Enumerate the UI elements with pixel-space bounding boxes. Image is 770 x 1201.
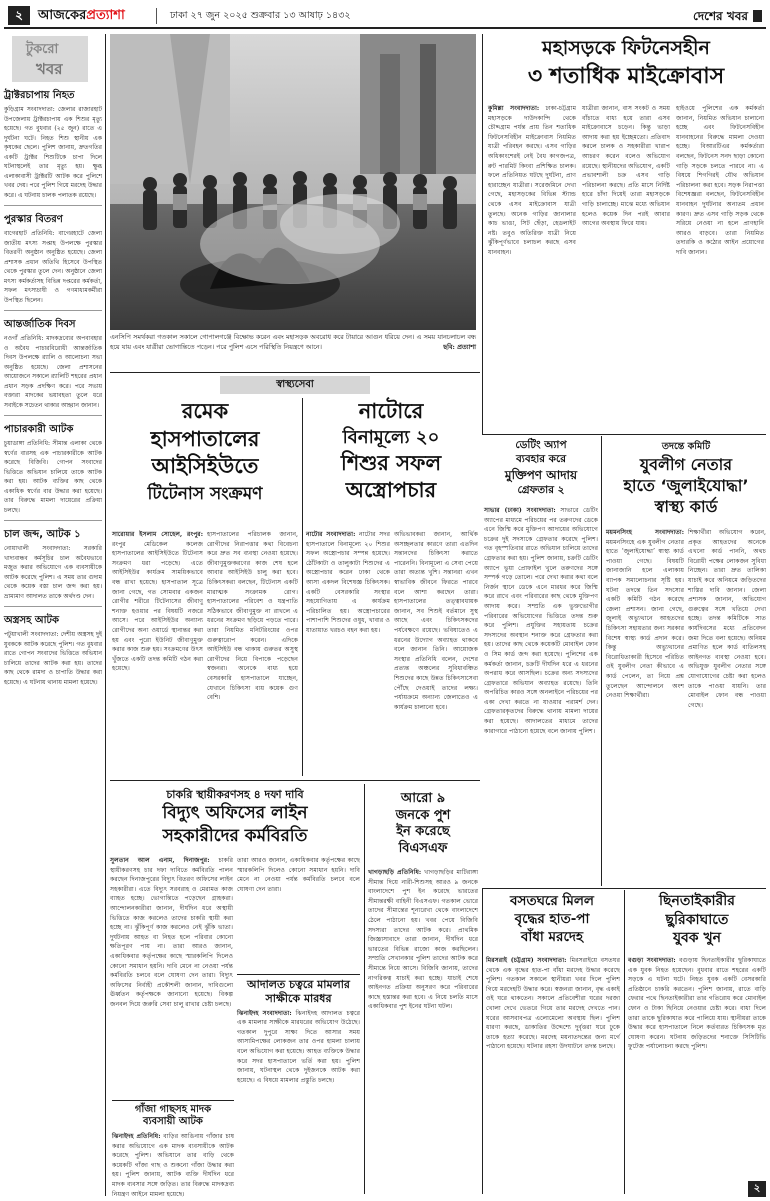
lead-col-1 <box>488 104 576 422</box>
sidebar-item-head: ট্রাক্টরচাপায় নিহত <box>4 90 75 101</box>
sidebar-item-head: অস্ত্রসহ আটক <box>4 615 59 626</box>
dating-line-2: ব্যবহার করে <box>515 452 567 465</box>
health-right-line-2: বিনামূল্যে ২০ <box>342 426 440 448</box>
sidebar-item-body: নোয়াখালী সংবাদদাতা: সরকারি খাদ্যবান্ধব কর্মসূচির চাল অবৈধভাবে মজুত করার অভিযোগে এক ব্যবসায়ীকে আটক করেছে পুলিশ। এ সময় তার গুদাম থেকে কয়েক বস্তা চাল জব্দ করা হয়। ভ্রাম্যমাণ আদালত তাকে অর্থদণ্ড দেন। <box>4 545 102 600</box>
lead-headline <box>488 38 764 90</box>
power-kicker: চাকরি স্থায়ীকরণসহ ৪ দফা দাবি <box>166 788 304 801</box>
bottom-right-rule <box>482 888 766 889</box>
health-right-line-3: শিশুর সফল <box>340 450 442 475</box>
elderly-body <box>486 956 620 1194</box>
pushed-para-0: খাগড়াছড়ির মাটিরাঙ্গা সীমান্ত দিয়ে নারী-শিশুসহ আরও ৯ জনকে বাংলাদেশে পুশ ইন করেছে ভারতের সীমান্তরক্ষী বাহিনী বিএসএফ। গতকাল ভোরে তাদের সীমান্তের শূন্যরেখা থেকে বাংলাদেশে ঠেলে পাঠানো হয়। <box>368 869 479 924</box>
elderly-line-3: বাঁধা মরদেহ <box>520 929 584 946</box>
power-para-0: চাকরি স্থায়ীকরণসহ চার দফা দাবিতে কর্মবিরতি পালন করছেন দিনাজপুরের বিদ্যুৎ বিতরণ অফিসের লাইন সহকারীরা। এতে বিদ্যুৎ সরবরাহ ও মেরামত কাজ ব্যাহত হচ্ছে। ভোগান্তিতে পড়েছেন গ্রাহকরা। <box>110 857 233 903</box>
sidebar-badge <box>12 36 88 82</box>
sidebar-item <box>4 422 102 521</box>
page-number-box <box>8 6 30 25</box>
dating-byline: সাভার (ঢাকা) সংবাদদাতা: <box>484 507 556 514</box>
youth-line-2: হাতে ‘জুলাইযোদ্ধা’ <box>623 475 749 495</box>
protest-photo-image <box>110 34 476 330</box>
sidebar-item <box>4 317 102 416</box>
ganja-line-1: গাঁজা গাছসহ মাদক <box>134 1104 212 1115</box>
health-right-line-4: অস্ত্রোপচার <box>345 478 437 503</box>
sidebar-item <box>4 212 102 311</box>
dating-para-1: পুলিশ জানায়, চক্রটি ডেটিং অ্যাপে ভুয়া প্রোফাইল খুলে তরুণদের সঙ্গে সম্পর্ক গড়ে তোলে। পরে দেখা করার কথা বলে নির্জন স্থানে ডেকে এনে মারধর করে জিম্মি করে রাখে এবং পরিবারের কাছ থেকে মুক্তিপণ আদায় করে। <box>484 554 598 610</box>
health-right-para-0: নাটোর সদর হাসপাতালে বিনামূল্যে ২০ শিশুর সফল অস্ত্রোপচার সম্পন্ন হয়েছে। ঠোঁটকাটা ও তালুকাটা শিশুদের এ অস্ত্রোপচার করেন ঢাকা থেকে আসা একদল বিশেষজ্ঞ চিকিৎসক। <box>306 531 390 586</box>
sidebar-list <box>4 88 102 692</box>
snatcher-body <box>628 956 766 1194</box>
sidebar-item-body: পটুয়াখালী সংবাদদাতা: দেশীয় অস্ত্রসহ দুই যুবককে আটক করেছে পুলিশ। গত বুধবার রাতে গোপন সংবাদের ভিত্তিতে অভিযান চালিয়ে তাদের আটক করা হয়। তাদের কাছ থেকে রামদা ও চাপাতি উদ্ধার করা হয়েছে। এ ঘটনায় থানায় মামলা হয়েছে। <box>4 631 102 686</box>
lead-para-4: হাইওয়ে পুলিশের এক কর্মকর্তা জানান, নিয়মিত অভিযান চালানো হচ্ছে এবং ফিটনেসবিহীন যানবাহনের বিরুদ্ধে মামলা দেওয়া হচ্ছে। বিআরটিএর কর্মকর্তারা বলছেন, ফিটনেস সনদ ছাড়া কোনো গাড়ি সড়কে চলতে পারবে না। এ বিষয়ে শিগগিরই যৌথ অভিযান পরিচালনা করা হবে। <box>676 105 764 189</box>
health-right-para-2: অভিভাবকরা জানান, আর্থিক অসচ্ছলতার কারণে তারা এতদিন সন্তানদের চিকিৎসা করাতে পারেননি। বিনামূল্যে এ সেবা পেয়ে তারা অত্যন্ত খুশি। সন্তানরা এখন স্বাভাবিক জীবনে ফিরতে পারবে বলে আশা করছেন তারা। <box>394 531 478 596</box>
snatcher-para-2: স্থানীয়রা তাকে উদ্ধার করে হাসপাতালে নিলে কর্তব্যরত চিকিৎসক মৃত ঘোষণা করেন। ঘটনায় জড়িতদের শনাক্তে সিসিটিভি ফুটেজ পর্যালোচনা করছে পুলিশ। <box>628 1014 767 1051</box>
snatcher-line-1: ছিনতাইকারীর <box>659 893 735 909</box>
elderly-headline <box>486 894 618 945</box>
section-title-text: দেশের খবর <box>692 9 748 23</box>
youth-para-4: অভিযুক্ত যুবলীগ নেতার সঙ্গে যোগাযোগের চেষ্টা করা হলেও তাকে পাওয়া যায়নি। তার মোবাইল ফোন বন্ধ পাওয়া গেছে। <box>688 663 766 709</box>
youth-body <box>606 528 766 884</box>
health-right-byline: নাটোর সংবাদদাতা: <box>306 531 356 538</box>
pushed-para-1: খবর পেয়ে বিজিবি সদস্যরা তাদের আটক করে। প্রাথমিক জিজ্ঞাসাবাদে তারা জানান, দীর্ঘদিন ধরে ভারতের বিভিন্ন রাজ্যে কাজ করছিলেন। সম্প্রতি সেখানকার পুলিশ তাদের আটক করে সীমান্তে নিয়ে আসে। <box>368 916 478 972</box>
sidebar-item-body: বাগেরহাট প্রতিনিধি: বাগেরহাটে জেলা জাতীয় মৎস্য সপ্তাহ উপলক্ষে পুরস্কার বিতরণী অনুষ্ঠান অনুষ্ঠিত হয়েছে। জেলা প্রশাসক প্রধান অতিথি হিসেবে উপস্থিত থেকে পুরস্কার তুলে দেন। অনুষ্ঠানে জেলা মৎস্য কর্মকর্তাসহ বিভিন্ন দপ্তরের কর্মকর্তা, সফল মৎস্যচাষী ও গণমাধ্যমকর্মীরা উপস্থিত ছিলেন। <box>4 230 102 304</box>
sidebar-item-head: চাল জব্দ, আটক ১ <box>4 529 81 540</box>
elderly-line-2: বৃদ্ধের হাত-পা <box>514 911 590 928</box>
youth-col-1 <box>606 528 684 884</box>
lead-para-5: সড়ক নিরাপত্তা বিশেষজ্ঞরা বলছেন, ফিটনেসবিহীন যানবাহন দুর্ঘটনার অন্যতম প্রধান কারণ। দ্রুত এসব গাড়ি সড়ক থেকে সরিয়ে নেওয়া না হলে প্রাণহানি আরও বাড়বে। তারা নিয়মিত তদারকি ও কঠোর আইন প্রয়োগের দাবি জানান। <box>676 181 764 256</box>
pushed-divider <box>364 784 365 1194</box>
ganja-byline: ঝিনাইদহ প্রতিনিধি: <box>112 1133 161 1140</box>
health-left-line-4: টিটেনাস সংক্রমণ <box>147 483 263 504</box>
masthead-logo <box>38 5 125 27</box>
health-right-para-3: হাসপাতালের তত্ত্বাবধায়ক জানান, সব শিশুই বর্তমানে সুস্থ আছে এবং চিকিৎসকদের পর্যবেক্ষণে রয়েছে। ভবিষ্যতেও এ ধরনের উদ্যোগ অব্যাহত থাকবে বলে জানান তিনি। <box>394 598 478 654</box>
health-left-line-3: আইসিইউতে <box>151 454 259 479</box>
power-para-2: তারা আরও জানান, একাধিকবার কর্তৃপক্ষের কাছে স্মারকলিপি দিলেও কোনো সমাধান হয়নি। দাবি মেনে না নেওয়া পর্যন্ত কর্মবিরতি চলবে বলে ঘোষণা দেন তারা। <box>110 943 234 980</box>
pushed-line-1: আরো ৯ <box>400 791 446 806</box>
health-right-line-1: নাটোরে <box>358 399 424 423</box>
ganja-para-1: পুলিশ জানায়, আটক ব্যক্তি দীর্ঘদিন ধরে মাদক ব্যবসার সঙ্গে জড়িত। তার বিরুদ্ধে মাদকদ্রব্য নিয়ন্ত্রণ আইনে মামলা হয়েছে। <box>112 1171 235 1198</box>
health-left-headline <box>112 400 298 504</box>
health-right-body <box>306 530 478 776</box>
youth-kicker: তদন্তে কমিটি <box>661 441 711 452</box>
snatcher-line-3: যুবক খুন <box>672 930 722 947</box>
photo-credit: ছবি: প্রত্যাশা <box>443 342 476 351</box>
dating-headline <box>484 440 598 497</box>
sidebar-item-body: নওগাঁ প্রতিনিধি: মাদকদ্রব্যের অপব্যবহার ও অবৈধ পাচারবিরোধী আন্তর্জাতিক দিবস উপলক্ষে র‍্যালি ও আলোচনা সভা অনুষ্ঠিত হয়েছে। জেলা প্রশাসনের আয়োজনে সকালে র‍্যালিটি শহরের প্রধান প্রধান সড়ক প্রদক্ষিণ করে। পরে সভায় বক্তারা মাদকের ভয়াবহতা তুলে ধরে সবাইকে সচেতন থাকার আহ্বান জানান। <box>4 335 102 409</box>
health-left-para-2: হাসপাতালের পরিচালক জানান, রোগীদের নিরাপত্তার কথা বিবেচনা করে দ্রুত সব ব্যবস্থা নেওয়া হয়েছে। জীবাণুমুক্তকরণের কাজ শেষ হলে আবার আইসিইউ চালু করা হবে। <box>207 531 298 577</box>
court-line-1: আদালত চত্বরে মামলার <box>247 978 350 991</box>
power-col-2-top <box>237 856 360 974</box>
health-right-para-4: আয়োজক সংস্থার প্রতিনিধি বলেন, দেশের প্রত্যন্ত অঞ্চলের সুবিধাবঞ্চিত শিশুদের কাছে উন্নত চিকিৎসাসেবা পৌঁছে দেওয়াই তাদের লক্ষ্য। পর্যায়ক্রমে অন্যান্য জেলাতেও এ কার্যক্রম চালানো হবে। <box>394 646 479 711</box>
lead-headline-line-1: মহাসড়কে ফিটনেসহীন <box>542 37 710 59</box>
snatcher-para-1: পুলিশ জানায়, রাতে বাড়ি ফেরার পথে ছিনতাইকারীরা তার গতিরোধ করে মোবাইল ফোন ও টাকা ছিনিয়ে নেওয়ার চেষ্টা করে। বাধা দিলে তারা তাকে ছুরিকাঘাত করে পালিয়ে যায়। <box>628 985 767 1022</box>
pushed-byline: খাগড়াছড়ি প্রতিনিধি: <box>368 869 422 876</box>
lead-para-1: সরেজমিনে দেখা গেছে, মহাসড়কের বিভিন্ন স্ট্যান্ড থেকে এসব মাইক্রোবাস যাত্রী তুলছে। অনেক গাড়ির জানালার কাচ ভাঙা, সিট ছেঁড়া, হেডলাইট নষ্ট। তবুও অতিরিক্ত যাত্রী নিয়ে ঝুঁকিপূর্ণভাবে চলাচল করছে এসব যানবাহন। <box>488 181 576 256</box>
health-label: স্বাস্থ্যসেবা <box>276 379 314 390</box>
dateline: ঢাকা ২৭ জুন ২০২৫ শুক্রবার ১৩ আষাঢ় ১৪৩২ <box>170 10 351 21</box>
ganja-line-2: ব্যবসায়ী আটক <box>143 1116 203 1128</box>
page-number: ২ <box>15 8 23 22</box>
sidebar-item-head: পাচারকারী আটক <box>4 424 74 435</box>
power-line-2: সহকারীদের কর্মবিরতি <box>162 826 308 847</box>
sidebar-divider <box>105 34 106 1196</box>
health-left-line-1: রমেক <box>181 399 229 423</box>
health-left-para-0: রংপুর মেডিকেল কলেজ হাসপাতালের আইসিইউতে টিটেনাস সংক্রমণ ধরা পড়েছে। এতে আইসিইউর কার্যক্রম সাময়িকভাবে বন্ধ রাখা হয়েছে। হাসপাতাল সূত্রে জানা গেছে, গত সোমবার একজন রোগীর শরীরে টিটেনাসের জীবাণু শনাক্ত হওয়ার পর বিষয়টি নজরে আসে। <box>112 540 203 625</box>
pushed-line-2: জনকে পুশ <box>395 807 451 823</box>
elderly-para-2: পুলিশ ধারণা করছে, ডাকাতির উদ্দেশ্যে দুর্বৃত্তরা ঘরে ঢুকে তাকে হত্যা করেছে। মরদেহ ময়নাতদন্তের জন্য মর্গে পাঠানো হয়েছে। ঘটনার রহস্য উদঘাটনে তদন্ত চলছে। <box>486 1014 620 1051</box>
court-line-2: সাক্ষীকে মারধর <box>265 992 332 1006</box>
court-para-1: আহত ব্যক্তিকে উদ্ধার করে সদর হাসপাতালে ভর্তি করা হয়। পুলিশ জানায়, ঘটনাস্থল থেকে দুইজনকে আটক করা হয়েছে। এ বিষয়ে মামলার প্রস্তুতি চলছে। <box>237 1048 361 1084</box>
dating-line-4: গ্রেফতার ২ <box>517 483 565 496</box>
health-right-col-1 <box>306 530 390 776</box>
health-left-para-4: এদিকে আইসিইউ বন্ধ থাকায় গুরুতর অসুস্থ রোগীদের নিয়ে বিপাকে পড়েছেন স্বজনরা। অনেকে বাধ্য হয়ে বেসরকারি হাসপাতালে যাচ্ছেন, যেখানে চিকিৎসা ব্যয় কয়েক গুণ বেশি। <box>207 636 299 702</box>
youth-col-2 <box>688 528 766 884</box>
youth-line-3: স্বাস্থ্য কার্ড <box>654 496 718 516</box>
power-headline <box>110 804 360 846</box>
section-title <box>693 6 748 26</box>
ganja-body <box>112 1132 235 1198</box>
snatcher-divider <box>624 890 625 1194</box>
pushed-headline <box>368 792 478 856</box>
youth-para-1: জানা গেছে, জুলাই অভ্যুত্থানে আহতদের চিকিৎসা সহায়তার জন্য সরকার বিশেষ স্বাস্থ্য কার্ড প্রদান করে। কিন্তু অভ্যুত্থানের বিরোধিতাকারী হিসেবে পরিচিত ওই যুবলীগ নেতা কীভাবে এ কার্ড পেলেন, তা নিয়ে প্রশ্ন তুলেছেন আন্দোলনে অংশ নেওয়া শিক্ষার্থীরা। <box>606 605 684 700</box>
photo-bottom-rule <box>110 372 480 373</box>
elderly-para-1: স্বজনরা জানান, বৃদ্ধ একাই ওই ঘরে থাকতেন। সকালে প্রতিবেশীরা ঘরের দরজা খোলা দেখে ভেতরে গিয়ে তার মরদেহ দেখতে পান। ঘরের আসবাবপত্র এলোমেলো অবস্থায় ছিল। <box>486 985 621 1022</box>
pushed-line-3: ইন করেছে <box>396 824 450 840</box>
dating-para-2: সম্প্রতি এক ভুক্তভোগীর পরিবারের অভিযোগের ভিত্তিতে তদন্ত শুরু করে পুলিশ। প্রযুক্তির সহায়তায় চক্রের সদস্যদের অবস্থান শনাক্ত করে গ্রেফতার করা হয়। তাদের কাছ থেকে কয়েকটি মোবাইল ফোন ও সিম কার্ড জব্দ করা হয়েছে। <box>484 602 598 658</box>
power-para-3: বিদ্যুৎ অফিসের নির্বাহী প্রকৌশলী জানান, দাবিগুলো ঊর্ধ্বতন কর্তৃপক্ষকে জানানো হয়েছে। বিকল্প জনবল দিয়ে জরুরি সেবা চালু রাখার চেষ্টা চলছে। <box>110 972 233 1008</box>
ganja-para-0: বাড়ির আঙিনায় গাঁজার চাষ করার অভিযোগে এক মাদক ব্যবসায়ীকে আটক করেছে পুলিশ। অভিযানে তার বাড়ি থেকে কয়েকটি গাঁজা গাছ ও শুকনো গাঁজা উদ্ধার করা হয়। <box>112 1133 234 1179</box>
dating-body <box>484 506 598 884</box>
health-left-para-3: চিকিৎসকরা বলছেন, টিটেনাস একটি মারাত্মক সংক্রামক রোগ। হাসপাতালের পরিবেশ ও যন্ত্রপাতি সঠিকভাবে জীবাণুমুক্ত না রাখলে এ ধরনের সংক্রমণ ছড়িয়ে পড়তে পারে। তারা নিয়মিত মনিটরিংয়ের ওপর গুরুত্বারোপ করেন। <box>207 578 298 644</box>
sidebar-item-head: পুরস্কার বিতরণ <box>4 214 63 225</box>
sidebar-item <box>4 613 102 692</box>
sidebar <box>4 34 102 1196</box>
masthead-part-a: আজকের <box>38 8 87 23</box>
sidebar-item-body: চুয়াডাঙ্গা প্রতিনিধি: সীমান্ত এলাকা থেকে স্বর্ণের বারসহ এক পাচারকারীকে আটক করেছে বিজিবি। গোপন সংবাদের ভিত্তিতে অভিযান চালিয়ে তাকে আটক করা হয়। আটক ব্যক্তির কাছ থেকে একাধিক স্বর্ণের বার উদ্ধার করা হয়েছে। তার বিরুদ্ধে মামলা দায়েরের প্রক্রিয়া চলছে। <box>4 440 102 514</box>
elderly-para-0: মিরসরাইয়ে বসতঘর থেকে এক বৃদ্ধের হাত-পা বাঁধা মরদেহ উদ্ধার করেছে পুলিশ। গতকাল সকালে স্থানীয়রা খবর দিলে পুলিশ গিয়ে মরদেহটি উদ্ধার করে। <box>486 957 621 993</box>
dating-para-4: গ্রেফতারকৃতদের বিরুদ্ধে থানায় মামলা দায়ের করা হয়েছে। আদালতের মাধ্যমে তাদের কারাগারে পাঠানো হয়েছে বলে জানায় পুলিশ। <box>484 708 598 735</box>
court-headline <box>237 974 360 1006</box>
health-left-para-1: পরে আইসিইউর অন্যান্য রোগীদের অন্য ওয়ার্ডে স্থানান্তর করা হয় এবং পুরো ইউনিট জীবাণুমুক্ত করার কাজ শুরু হয়। সংক্রমণের উৎস খুঁজতে একটি তদন্ত কমিটি গঠন করা হয়েছে। <box>112 617 203 673</box>
dating-divider <box>601 436 602 886</box>
protest-photo <box>110 34 476 330</box>
health-left-col-1 <box>112 530 203 776</box>
lead-col-3 <box>676 104 764 422</box>
power-line-1: বিদ্যুৎ অফিসের লাইন <box>162 803 308 823</box>
lead-para-0: ঢাকা-চট্টগ্রাম মহাসড়কে দাউদকান্দি থেকে চৌদ্দগ্রাম পর্যন্ত প্রায় তিন শতাধিক ফিটনেসবিহীন মাইক্রোবাস নিয়মিত যাত্রী পরিবহন করছে। এসব গাড়ির অধিকাংশেরই নেই বৈধ কাগজপত্র, রুট পারমিট কিংবা প্রশিক্ষিত চালক। ফলে প্রতিনিয়ত ঘটছে দুর্ঘটনা, প্রাণ হারাচ্ছেন যাত্রীরা। <box>488 105 577 189</box>
sidebar-item-body: কুড়িগ্রাম সংবাদদাতা: জেলার রাজারহাট উপজেলায় ট্রাক্টরচাপায় এক শিশুর মৃত্যু হয়েছে। গত বুধবার (২৫ জুন) রাতে এ দুর্ঘটনা ঘটে। নিহত শিশু স্থানীয় এক কৃষকের ছেলে। পুলিশ জানায়, দ্রুতগতির একটি ট্রাক্টর শিশুটিকে চাপা দিলে ঘটনাস্থলেই তার মৃত্যু হয়। ক্ষুব্ধ এলাকাবাসী ট্রাক্টরটি আটক করে পুলিশে খবর দেয়। পরে পুলিশ গিয়ে মরদেহ উদ্ধার করে। এ ঘটনায় চালক পলাতক রয়েছে। <box>4 106 102 199</box>
dating-para-0: সাভারে ডেটিং অ্যাপের মাধ্যমে পরিচয়ের পর তরুণদের ডেকে এনে জিম্মি করে মুক্তিপণ আদায়ের অভিযোগে চক্রের দুই সদস্যকে গ্রেফতার করেছে পুলিশ। গত বৃহস্পতিবার রাতে অভিযান চালিয়ে তাদের গ্রেফতার করা হয়। <box>484 507 599 562</box>
health-left-line-2: হাসপাতালের <box>150 426 260 451</box>
power-para-1: আন্দোলনকারীরা জানান, দীর্ঘদিন ধরে অস্থায়ী ভিত্তিতে কাজ করলেও তাদের চাকরি স্থায়ী করা হচ্ছে না। ঝুঁকিপূর্ণ কাজ করলেও নেই ঝুঁকি ভাতা। দুর্ঘটনায় আহত বা নিহত হলে পরিবার কোনো ক্ষতিপূরণ পায় না। <box>110 904 233 951</box>
lead-headline-line-2: ৩ শতাধিক মাইক্রোবাস <box>527 64 725 90</box>
lead-para-3: স্থানীয়দের অভিযোগ, একটি প্রভাবশালী চক্র এসব গাড়ি পরিচালনা করছে। প্রতি মাসে নির্দিষ্ট হারে চাঁদা দিয়েই তারা মহাসড়কে গাড়ি চালাচ্ছে। মাঝে মধ্যে অভিযান হলেও কয়েক দিন পরই আবার আগের অবস্থায় ফিরে যায়। <box>582 162 670 228</box>
court-body <box>237 1009 360 1089</box>
page-header <box>4 3 766 29</box>
snatcher-line-2: ছুরিকাঘাতে <box>665 911 729 928</box>
power-byline: সুলতান আল এনাম, দিনাজপুর: <box>110 857 210 864</box>
health-right-para-1: একটি বেসরকারি সংস্থার সহযোগিতায় এ কার্যক্রম পরিচালিত হয়। অস্ত্রোপচারের পাশাপাশি শিশুদের ওষুধ, খাবার ও যাতায়াত খরচও বহন করা হয়। <box>306 588 390 634</box>
sidebar-item <box>4 527 102 607</box>
power-col-2 <box>237 856 360 1194</box>
youth-para-0: ময়মনসিংহে এক যুবলীগ নেতার হাতে ‘জুলাইযোদ্ধা’ স্বাস্থ্য কার্ড পাওয়া গেছে। বিষয়টি জানাজানি হলে এলাকায় ব্যাপক সমালোচনার সৃষ্টি হয়। ঘটনা তদন্তে তিন সদস্যের একটি কমিটি গঠন করেছে জেলা প্রশাসন। <box>606 538 684 613</box>
photo-caption-text: এনসিপি সমর্থকরা গতকাল সকালে গোপালগঞ্জে বিক্ষোভ করেন এবং মহাসড়ক অবরোধ করে টায়ারে আগুন ধরিয়ে দেন। এ সময় যানচলাচল বন্ধ হয়ে যায় এবং যাত্রীরা ভোগান্তিতে পড়েন। পরে পুলিশ এসে পরিস্থিতি নিয়ন্ত্রণে আনে। <box>110 333 476 351</box>
youth-byline: ময়মনসিংহ সংবাদদাতা: <box>606 529 684 536</box>
health-left-byline: সারোয়ার ইসলাম সোহেল, রংপুর: <box>112 531 203 538</box>
youth-para-3: জেলা প্রশাসক জানান, অভিযোগ গুরুত্বের সঙ্গে খতিয়ে দেখা হচ্ছে। তদন্ত কমিটিকে সাত কার্যদিবসের মধ্যে প্রতিবেদন জমা দিতে বলা হয়েছে। অনিয়ম প্রমাণিত হলে কার্ড বাতিলসহ আইনগত ব্যবস্থা নেওয়া হবে। <box>688 586 766 661</box>
pushed-body <box>368 868 478 1194</box>
section-marker <box>753 10 762 22</box>
ganja-headline <box>112 1100 234 1127</box>
lead-body <box>488 104 764 422</box>
youth-para-2: শিক্ষার্থীরা অভিযোগ করেন, প্রকৃত আহতদের অনেকে এখনো কার্ড পাননি, অথচ বিরোধী পক্ষের লোকজন সুবিধা নিচ্ছেন। তারা দ্রুত তালিকা যাচাই করে অনিয়মে জড়িতদের শাস্তির দাবি জানান। <box>688 529 766 594</box>
photo-caption <box>110 333 476 367</box>
lead-divider <box>482 34 483 434</box>
sidebar-item-head: আন্তর্জাতিক দিবস <box>4 319 76 330</box>
court-para-0: ঝিনাইদহ আদালত চত্বরে এক মামলার সাক্ষীকে মারধরের অভিযোগ উঠেছে। গতকাল দুপুরে সাক্ষ্য দিতে আসার সময় আসামিপক্ষের লোকজন তার ওপর হামলা চালায় বলে অভিযোগ করা হয়েছে। <box>237 1009 360 1055</box>
power-top-rule <box>110 780 480 781</box>
pushed-para-2: বিজিবি জানায়, তাদের নাগরিকত্ব যাচাই করা হচ্ছে। যাচাই শেষে আইনগত প্রক্রিয়া অনুসরণ করে পরিবারের কাছে হস্তান্তর করা হবে। এ নিয়ে চলতি মাসে একাধিকবার পুশ ইনের ঘটনা ঘটল। <box>368 964 478 1011</box>
header-divider <box>156 8 157 24</box>
bottom-right-divider <box>482 888 483 1194</box>
health-label-box <box>220 376 370 394</box>
youth-line-1: যুবলীগ নেতার <box>639 455 733 474</box>
pushed-line-4: বিএসএফ <box>398 840 448 856</box>
power-para-0b: তারা আরও জানান, একাধিকবার কর্তৃপক্ষের কাছে স্মারকলিপি দিলেও কোনো সমাধান হয়নি। দাবি মেনে না নেওয়া পর্যন্ত কর্মবিরতি চলবে বলে ঘোষণা দেন তারা। <box>237 857 360 893</box>
sidebar-item <box>4 88 102 206</box>
snatcher-para-0: বগুড়ায় ছিনতাইকারীর ছুরিকাঘাতে এক যুবক নিহত হয়েছেন। বুধবার রাতে শহরের একটি সড়কে এ ঘটনা ঘটে। নিহত যুবক একটি বেসরকারি প্রতিষ্ঠানে চাকরি করতেন। <box>628 957 766 993</box>
lead-byline: কুমিল্লা সংবাদদাতা: <box>488 105 540 112</box>
dating-para-3: পুলিশের এক কর্মকর্তা জানান, চক্রটি দীর্ঘদিন ধরে এ ধরনের অপরাধ করে আসছিল। চক্রের অন্য সদস্যদের গ্রেফতারে অভিযান অব্যাহত রয়েছে। তিনি অপরিচিত কারও সঙ্গে অনলাইনে পরিচয়ের পর একা দেখা করতে না যাওয়ার পরামর্শ দেন। <box>484 650 598 706</box>
lead-para-2: যাত্রীরা জানান, বাস সংকট ও সময় বাঁচাতে বাধ্য হয়ে তারা এসব মাইক্রোবাসে চড়েন। কিন্তু ভাড়া আদায় করা হয় ইচ্ছেমতো। প্রতিবাদ করলে চালক ও সহকারীরা খারাপ আচরণ করেন বলেও অভিযোগ রয়েছে। <box>582 105 670 170</box>
sidebar-badge-top: টুকরো <box>26 42 59 57</box>
snatcher-headline <box>628 894 766 947</box>
masthead-part-b: প্রত্যাশা <box>86 8 125 23</box>
health-left-body <box>112 530 298 776</box>
health-divider <box>302 398 303 776</box>
footer-page-box <box>748 1181 766 1197</box>
youth-headline <box>604 456 768 516</box>
court-byline: ঝিনাইদহ সংবাদদাতা: <box>237 1009 292 1017</box>
health-left-col-2 <box>207 530 298 776</box>
footer-page-number: ২ <box>753 1183 761 1194</box>
dating-top-rule <box>482 434 766 435</box>
health-right-headline <box>306 400 476 503</box>
sidebar-badge-bottom: খবর <box>36 60 63 78</box>
lead-col-2 <box>582 104 670 422</box>
dating-line-1: ডেটিং অ্যাপ <box>515 439 567 451</box>
health-right-col-2 <box>394 530 478 776</box>
dating-line-3: মুক্তিপণ আদায় <box>504 467 578 482</box>
elderly-line-1: বসতঘরে মিলল <box>510 893 594 909</box>
elderly-byline: মিরসরাই (চট্টগ্রাম) সংবাদদাতা: <box>486 957 567 964</box>
snatcher-byline: বগুড়া সংবাদদাতা: <box>628 957 676 964</box>
